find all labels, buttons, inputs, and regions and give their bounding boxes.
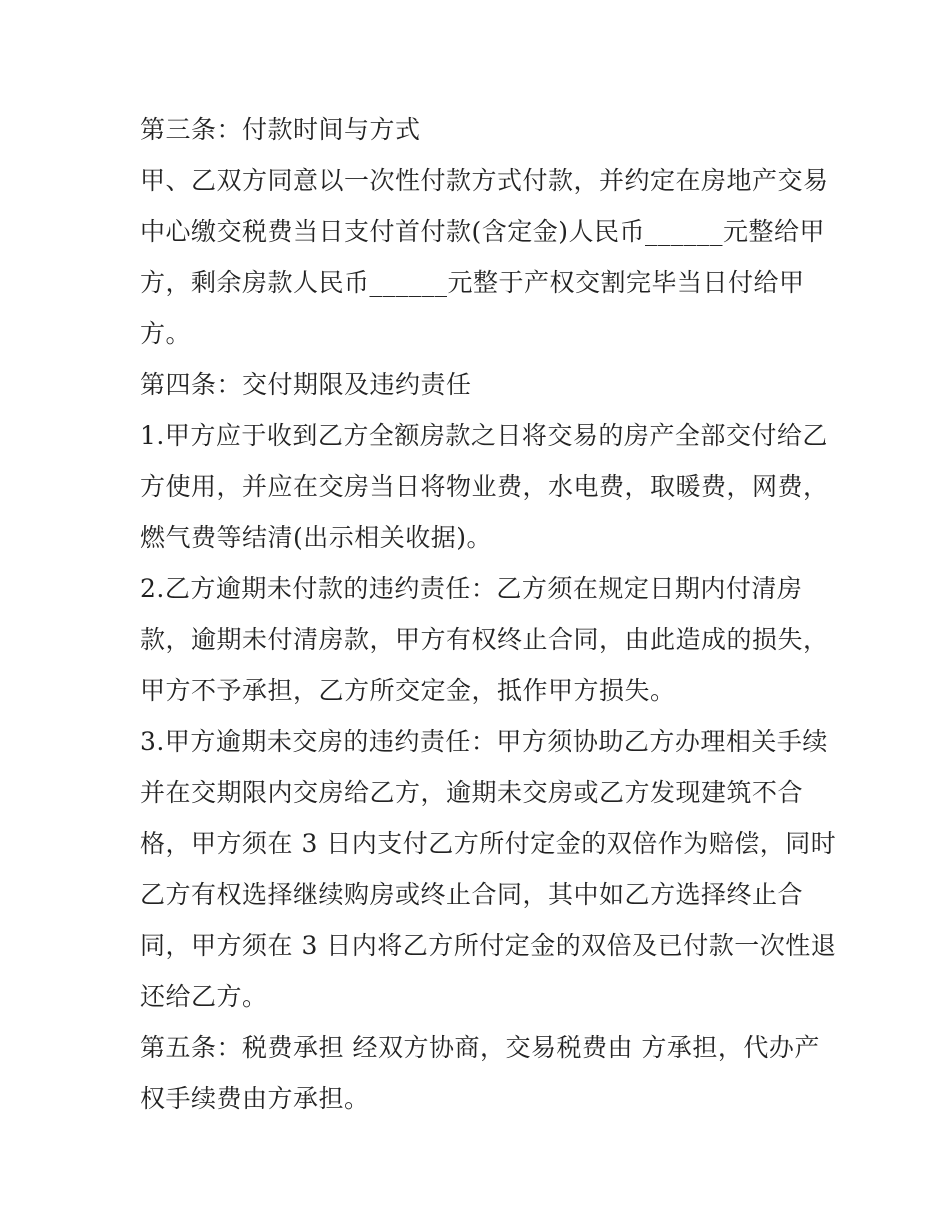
paragraph-line: 还给乙方。 <box>140 982 268 1011</box>
paragraph-line: 甲方不予承担，乙方所交定金，抵作甲方损失。 <box>140 676 676 705</box>
paragraph-line: 款，逾期未付清房款，甲方有权终止合同，由此造成的损失， <box>140 625 829 654</box>
paragraph-line: 3.甲方逾期未交房的违约责任：甲方须协助乙方办理相关手续 <box>140 727 828 756</box>
section-heading-5: 第五条：税费承担 经双方协商，交易税费由 方承担，代办产 <box>140 1033 820 1062</box>
section-heading-4: 第四条：交付期限及违约责任 <box>140 370 472 399</box>
paragraph-line: 方，剩余房款人民币______元整于产权交割完毕当日付给甲 <box>140 268 805 297</box>
paragraph-line: 1.甲方应于收到乙方全额房款之日将交易的房产全部交付给乙 <box>140 421 828 450</box>
paragraph-line: 同，甲方须在 3 日内将乙方所付定金的双倍及已付款一次性退 <box>140 931 837 960</box>
document-body <box>140 104 837 1124</box>
paragraph-line: 中心缴交税费当日支付首付款(含定金)人民币______元整给甲 <box>140 217 826 246</box>
paragraph-line: 权手续费由方承担。 <box>140 1084 370 1113</box>
section-heading-3: 第三条：付款时间与方式 <box>140 115 421 144</box>
paragraph-line: 并在交期限内交房给乙方，逾期未交房或乙方发现建筑不合 <box>140 778 804 807</box>
paragraph-line: 方。 <box>140 319 192 348</box>
paragraph-line: 甲、乙双方同意以一次性付款方式付款，并约定在房地产交易 <box>140 166 829 195</box>
paragraph-line: 燃气费等结清(出示相关收据)。 <box>140 523 493 552</box>
paragraph-line: 格，甲方须在 3 日内支付乙方所付定金的双倍作为赔偿，同时 <box>140 829 837 858</box>
paragraph-line: 乙方有权选择继续购房或终止合同，其中如乙方选择终止合 <box>140 880 804 909</box>
paragraph-line: 方使用，并应在交房当日将物业费，水电费，取暖费，网费， <box>140 472 829 501</box>
paragraph-line: 2.乙方逾期未付款的违约责任：乙方须在规定日期内付清房 <box>140 574 803 603</box>
